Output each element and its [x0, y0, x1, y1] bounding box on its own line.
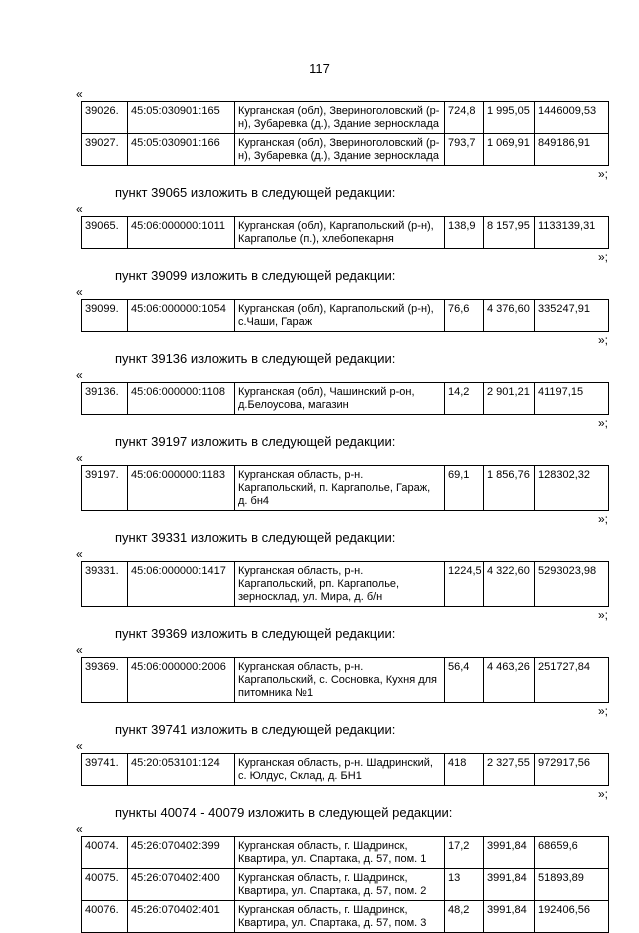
opening-quote: « — [76, 822, 83, 836]
table-row — [82, 102, 609, 134]
price-per-unit-cell: 1 856,76 — [484, 466, 535, 511]
row-number-cell: 40074. — [82, 837, 128, 869]
table-row — [82, 658, 609, 703]
cadastral-number-cell: 45:26:070402:401 — [128, 901, 235, 933]
closing-quote: »; — [597, 167, 608, 181]
cadastral-value-cell: 1446009,53 — [535, 102, 609, 134]
address-cell: Курганская область, р-н. Каргапольский, с. Сосновка, Кухня для питомника №1 — [235, 658, 445, 703]
cadastral-value-cell: 128302,32 — [535, 466, 609, 511]
opening-quote: « — [76, 202, 83, 216]
opening-quote: « — [76, 285, 83, 299]
row-number-cell: 40076. — [82, 901, 128, 933]
instruction-text: пункт 39741 изложить в следующей редакции: — [115, 722, 396, 737]
address-cell: Курганская область, г. Шадринск, Квартира, ул. Спартака, д. 57, пом. 3 — [235, 901, 445, 933]
cadastral-value-cell: 251727,84 — [535, 658, 609, 703]
closing-quote: »; — [597, 333, 608, 347]
price-per-unit-cell: 2 901,21 — [484, 383, 535, 415]
cadastral-number-cell: 45:20:053101:124 — [128, 754, 235, 786]
address-cell: Курганская область, р-н. Шадринский, с. Юлдус, Склад, д. БН1 — [235, 754, 445, 786]
cadastral-number-cell: 45:06:000000:2006 — [128, 658, 235, 703]
area-cell: 13 — [445, 869, 484, 901]
table-row — [82, 901, 609, 933]
cadastral-value-cell: 68659,6 — [535, 837, 609, 869]
area-cell: 418 — [445, 754, 484, 786]
instruction-text: пункты 40074 - 40079 изложить в следующей редакции: — [115, 805, 453, 820]
price-per-unit-cell: 1 995,05 — [484, 102, 535, 134]
address-cell: Курганская (обл), Каргапольский (р-н), с.Чаши, Гараж — [235, 300, 445, 332]
table-row — [82, 134, 609, 166]
price-per-unit-cell: 4 322,60 — [484, 562, 535, 607]
closing-quote: »; — [597, 787, 608, 801]
opening-quote: « — [76, 87, 83, 101]
instruction-text: пункт 39331 изложить в следующей редакции: — [115, 530, 396, 545]
row-number-cell: 39369. — [82, 658, 128, 703]
row-number-cell: 39136. — [82, 383, 128, 415]
cadastral-number-cell: 45:26:070402:400 — [128, 869, 235, 901]
opening-quote: « — [76, 739, 83, 753]
table-row — [82, 300, 609, 332]
row-number-cell: 39027. — [82, 134, 128, 166]
page-number: 117 — [309, 61, 330, 76]
area-cell: 76,6 — [445, 300, 484, 332]
register-table — [81, 836, 609, 933]
row-number-cell: 39026. — [82, 102, 128, 134]
register-table — [81, 657, 609, 703]
row-number-cell: 40075. — [82, 869, 128, 901]
price-per-unit-cell: 3991,84 — [484, 869, 535, 901]
price-per-unit-cell: 8 157,95 — [484, 217, 535, 249]
row-number-cell: 39065. — [82, 217, 128, 249]
opening-quote: « — [76, 643, 83, 657]
closing-quote: »; — [597, 704, 608, 718]
cadastral-value-cell: 335247,91 — [535, 300, 609, 332]
instruction-text: пункт 39197 изложить в следующей редакции: — [115, 434, 396, 449]
price-per-unit-cell: 3991,84 — [484, 837, 535, 869]
row-number-cell: 39741. — [82, 754, 128, 786]
register-table — [81, 216, 609, 249]
instruction-text: пункт 39369 изложить в следующей редакции: — [115, 626, 396, 641]
opening-quote: « — [76, 547, 83, 561]
row-number-cell: 39331. — [82, 562, 128, 607]
price-per-unit-cell: 2 327,55 — [484, 754, 535, 786]
register-table — [81, 561, 609, 607]
table-row — [82, 466, 609, 511]
price-per-unit-cell: 4 376,60 — [484, 300, 535, 332]
area-cell: 1224,5 — [445, 562, 484, 607]
table-row — [82, 562, 609, 607]
address-cell: Курганская область, р-н. Каргапольский, п. Каргаполье, Гараж, д. бн4 — [235, 466, 445, 511]
cadastral-value-cell: 5293023,98 — [535, 562, 609, 607]
table-row — [82, 754, 609, 786]
area-cell: 14,2 — [445, 383, 484, 415]
address-cell: Курганская (обл), Каргапольский (р-н), Каргаполье (п.), хлебопекарня — [235, 217, 445, 249]
register-table — [81, 299, 609, 332]
price-per-unit-cell: 4 463,26 — [484, 658, 535, 703]
cadastral-value-cell: 1133139,31 — [535, 217, 609, 249]
closing-quote: »; — [597, 608, 608, 622]
instruction-text: пункт 39065 изложить в следующей редакции: — [115, 185, 396, 200]
table-row — [82, 383, 609, 415]
table-row — [82, 837, 609, 869]
area-cell: 17,2 — [445, 837, 484, 869]
area-cell: 138,9 — [445, 217, 484, 249]
opening-quote: « — [76, 451, 83, 465]
area-cell: 56,4 — [445, 658, 484, 703]
address-cell: Курганская область, г. Шадринск, Квартира, ул. Спартака, д. 57, пом. 1 — [235, 837, 445, 869]
closing-quote: »; — [597, 250, 608, 264]
address-cell: Курганская область, р-н. Каргапольский, рп. Каргаполье, зерносклад, ул. Мира, д. б/н — [235, 562, 445, 607]
area-cell: 69,1 — [445, 466, 484, 511]
cadastral-value-cell: 849186,91 — [535, 134, 609, 166]
area-cell: 48,2 — [445, 901, 484, 933]
document-body — [0, 88, 639, 933]
cadastral-number-cell: 45:06:000000:1054 — [128, 300, 235, 332]
register-table — [81, 753, 609, 786]
cadastral-value-cell: 192406,56 — [535, 901, 609, 933]
area-cell: 724,8 — [445, 102, 484, 134]
opening-quote: « — [76, 368, 83, 382]
address-cell: Курганская (обл), Звериноголовский (р-н), Зубаревка (д.), Здание зерносклада — [235, 102, 445, 134]
table-row — [82, 217, 609, 249]
cadastral-value-cell: 51893,89 — [535, 869, 609, 901]
price-per-unit-cell: 3991,84 — [484, 901, 535, 933]
instruction-text: пункт 39099 изложить в следующей редакции: — [115, 268, 396, 283]
area-cell: 793,7 — [445, 134, 484, 166]
cadastral-value-cell: 972917,56 — [535, 754, 609, 786]
register-table — [81, 465, 609, 511]
cadastral-number-cell: 45:26:070402:399 — [128, 837, 235, 869]
row-number-cell: 39197. — [82, 466, 128, 511]
row-number-cell: 39099. — [82, 300, 128, 332]
cadastral-value-cell: 41197,15 — [535, 383, 609, 415]
closing-quote: »; — [597, 512, 608, 526]
cadastral-number-cell: 45:06:000000:1417 — [128, 562, 235, 607]
cadastral-number-cell: 45:05:030901:165 — [128, 102, 235, 134]
table-row — [82, 869, 609, 901]
instruction-text: пункт 39136 изложить в следующей редакции: — [115, 351, 396, 366]
cadastral-number-cell: 45:06:000000:1011 — [128, 217, 235, 249]
address-cell: Курганская область, г. Шадринск, Квартира, ул. Спартака, д. 57, пом. 2 — [235, 869, 445, 901]
closing-quote: »; — [597, 416, 608, 430]
address-cell: Курганская (обл), Чашинский р-он, д.Белоусова, магазин — [235, 383, 445, 415]
register-table — [81, 101, 609, 166]
cadastral-number-cell: 45:06:000000:1108 — [128, 383, 235, 415]
cadastral-number-cell: 45:06:000000:1183 — [128, 466, 235, 511]
register-table — [81, 382, 609, 415]
cadastral-number-cell: 45:05:030901:166 — [128, 134, 235, 166]
address-cell: Курганская (обл), Звериноголовский (р-н), Зубаревка (д.), Здание зерносклада — [235, 134, 445, 166]
price-per-unit-cell: 1 069,91 — [484, 134, 535, 166]
